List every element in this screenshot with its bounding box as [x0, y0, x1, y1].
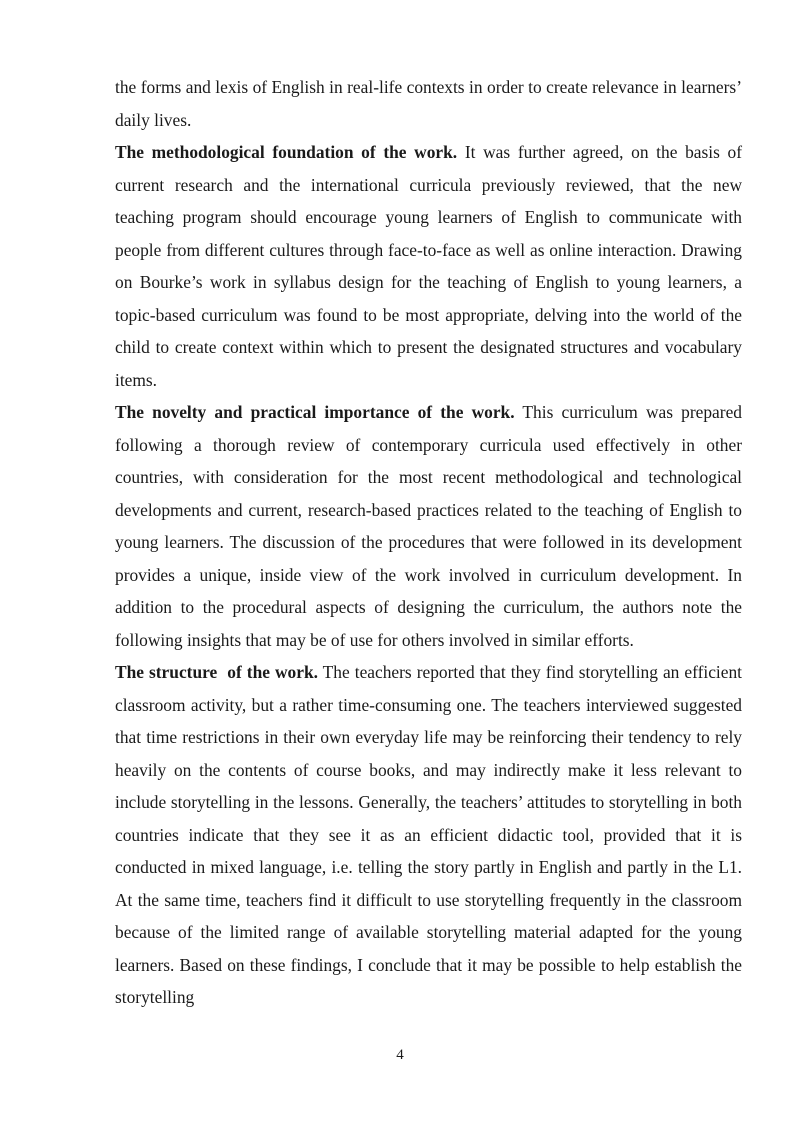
- paragraph-text: This curriculum was prepared following a thorough review of contemporary curricula used effectively in other countries, with consideration for the most recent methodological and technological developments and current, research-based practices related to the teaching of English to young learners. The discussion of the procedures that were followed in its development provides a unique, inside view of the work involved in curriculum development. In addition to the procedural aspects of designing the curriculum, the authors note the following insights that may be of use for others involved in similar efforts.: [115, 402, 742, 650]
- document-body: [115, 71, 742, 1014]
- page-number: 4: [396, 1047, 404, 1063]
- paragraph-structure: [115, 656, 742, 1014]
- paragraph-intro-continuation: [115, 71, 742, 136]
- paragraph-text: The teachers reported that they find storytelling an efficient classroom activity, but a rather time-consuming one. The teachers interviewed suggested that time restrictions in their own everyday life may be reinforcing their tendency to rely heavily on the contents of course books, and may indirectly make it less relevant to include storytelling in the lessons. Generally, the teachers’ attitudes to storytelling in both countries indicate that they see it as an efficient didactic tool, provided that it is conducted in mixed language, i.e. telling the story partly in English and partly in the L1. At the same time, teachers find it difficult to use storytelling frequently in the classroom because of the limited range of available storytelling material adapted for the young learners. Based on these findings, I conclude that it may be possible to help establish the storytelling: [115, 662, 742, 1007]
- paragraph-text: It was further agreed, on the basis of current research and the international curricula previously reviewed, that the new teaching program should encourage young learners of English to communicate with people from different cultures through face-to-face as well as online interaction. Drawing on Bourke’s work in syllabus design for the teaching of English to young learners, a topic-based curriculum was found to be most appropriate, delving into the world of the child to create context within which to present the designated structures and vocabulary items.: [115, 142, 743, 390]
- paragraph-text: the forms and lexis of English in real-life contexts in order to create relevance in learners’ daily lives.: [115, 77, 742, 130]
- paragraph-novelty-importance: [115, 396, 742, 656]
- section-heading-structure: The structure of the work.: [115, 662, 318, 682]
- section-heading-novelty-importance: The novelty and practical importance of the work.: [115, 402, 515, 422]
- section-heading-methodological-foundation: The methodological foundation of the work.: [115, 142, 458, 162]
- paragraph-methodological-foundation: [115, 136, 742, 396]
